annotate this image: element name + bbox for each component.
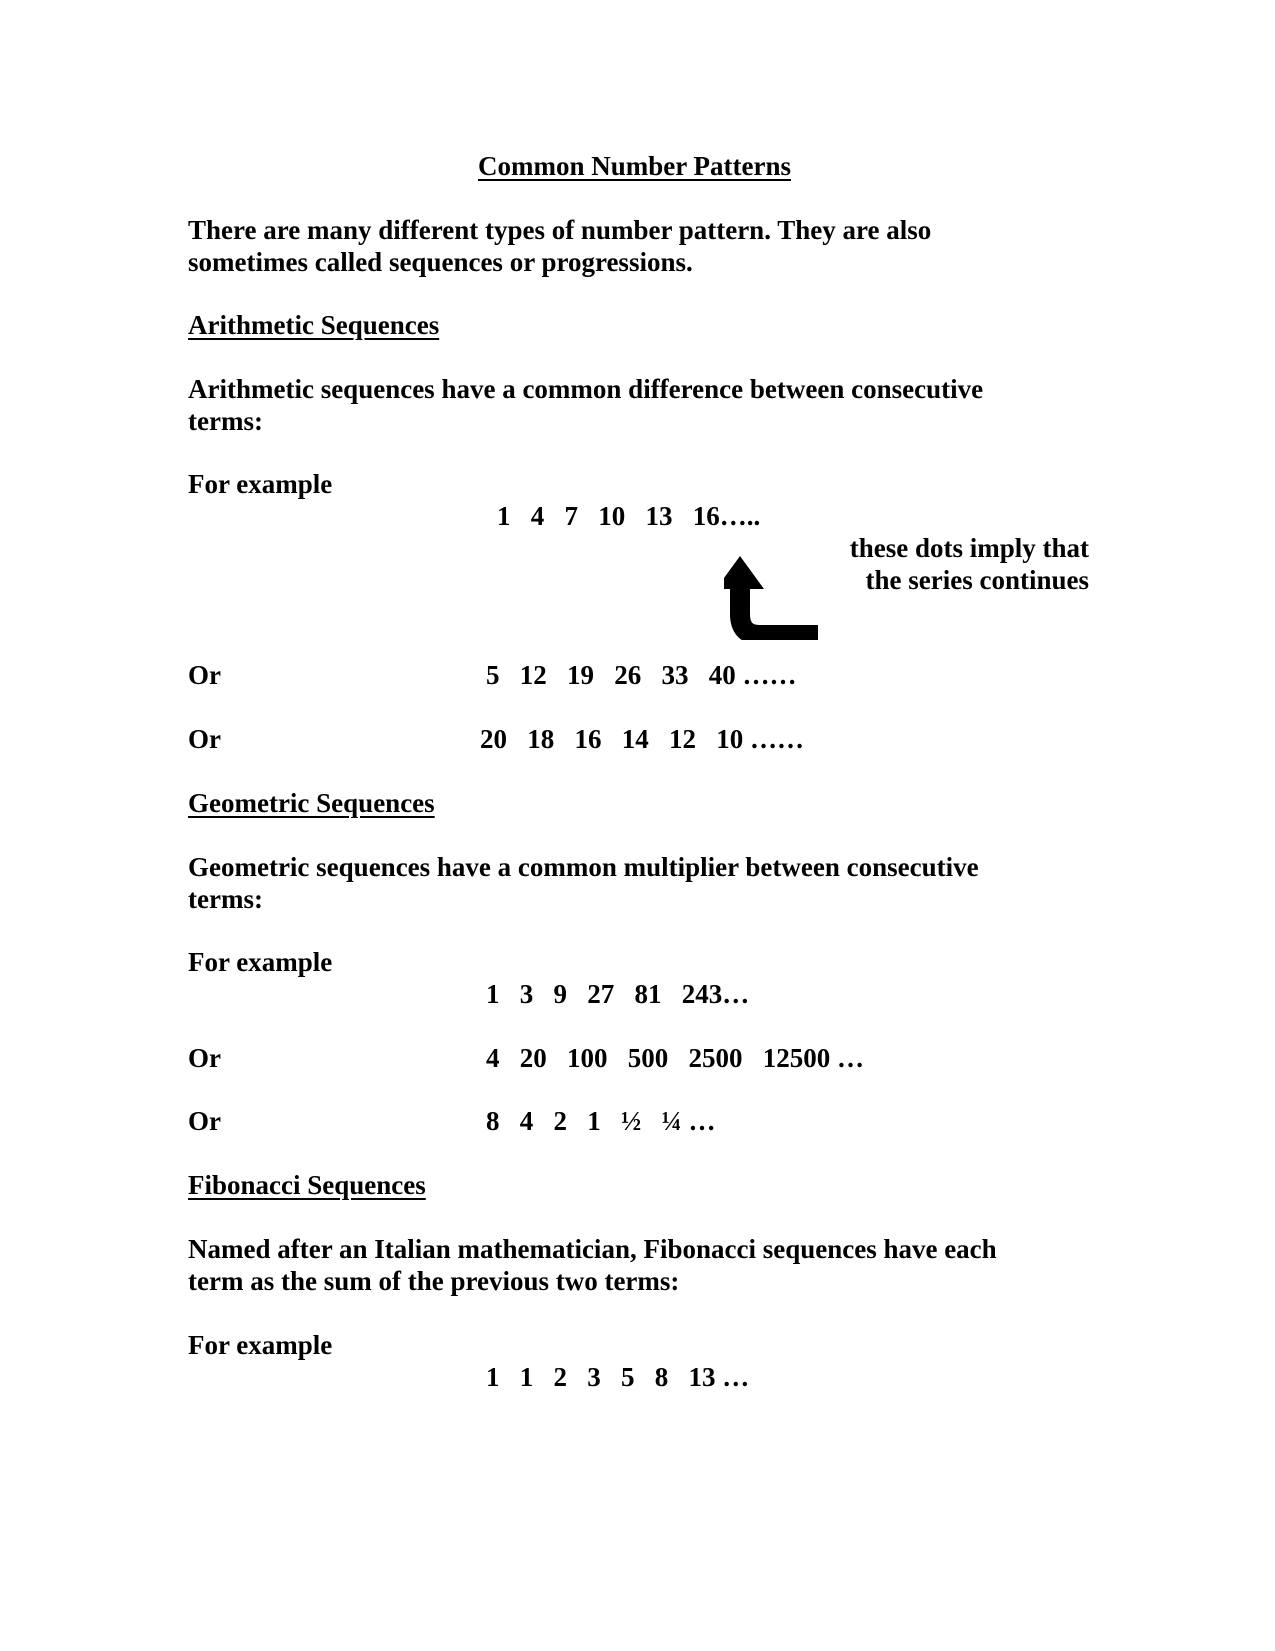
geometric-or-label-2: Or [188, 1106, 221, 1136]
geometric-description-line-1: Geometric sequences have a common multiplier between consecutive [188, 852, 979, 882]
geometric-description-line-2: terms: [188, 884, 263, 914]
fibonacci-example-1: 1 1 2 3 5 8 13 … [486, 1362, 750, 1392]
arithmetic-heading: Arithmetic Sequences [188, 310, 440, 340]
geometric-example-2: 4 20 100 500 2500 12500 … [486, 1043, 864, 1073]
page-title: Common Number Patterns [478, 151, 791, 181]
dots-note-line-1: these dots imply that [849, 533, 1089, 563]
fibonacci-description-line-2: term as the sum of the previous two terms: [188, 1266, 680, 1296]
arithmetic-or-label-2: Or [188, 724, 221, 754]
arithmetic-or-label-1: Or [188, 660, 221, 690]
arithmetic-example-label: For example [188, 469, 333, 499]
dots-note-line-2: the series continues [865, 565, 1089, 595]
arithmetic-example-3: 20 18 16 14 12 10 …… [480, 724, 804, 754]
geometric-example-label: For example [188, 947, 333, 977]
geometric-example-1: 1 3 9 27 81 243… [486, 979, 750, 1009]
geometric-or-label-1: Or [188, 1043, 221, 1073]
arithmetic-example-2: 5 12 19 26 33 40 …… [486, 660, 797, 690]
geometric-example-3: 8 4 2 1 ½ ¼ … [486, 1106, 716, 1136]
intro-text-line-2: sometimes called sequences or progressions. [188, 247, 693, 277]
fibonacci-heading: Fibonacci Sequences [188, 1170, 426, 1200]
arithmetic-description-line-1: Arithmetic sequences have a common difference between consecutive [188, 374, 984, 404]
arithmetic-description-line-2: terms: [188, 406, 263, 436]
curved-arrow-icon [724, 556, 824, 640]
intro-text-line-1: There are many different types of number pattern. They are also [188, 215, 932, 245]
fibonacci-example-label: For example [188, 1330, 333, 1360]
arithmetic-example-1: 1 4 7 10 13 16….. [497, 501, 761, 531]
geometric-heading: Geometric Sequences [188, 788, 435, 818]
fibonacci-description-line-1: Named after an Italian mathematician, Fibonacci sequences have each [188, 1234, 997, 1264]
